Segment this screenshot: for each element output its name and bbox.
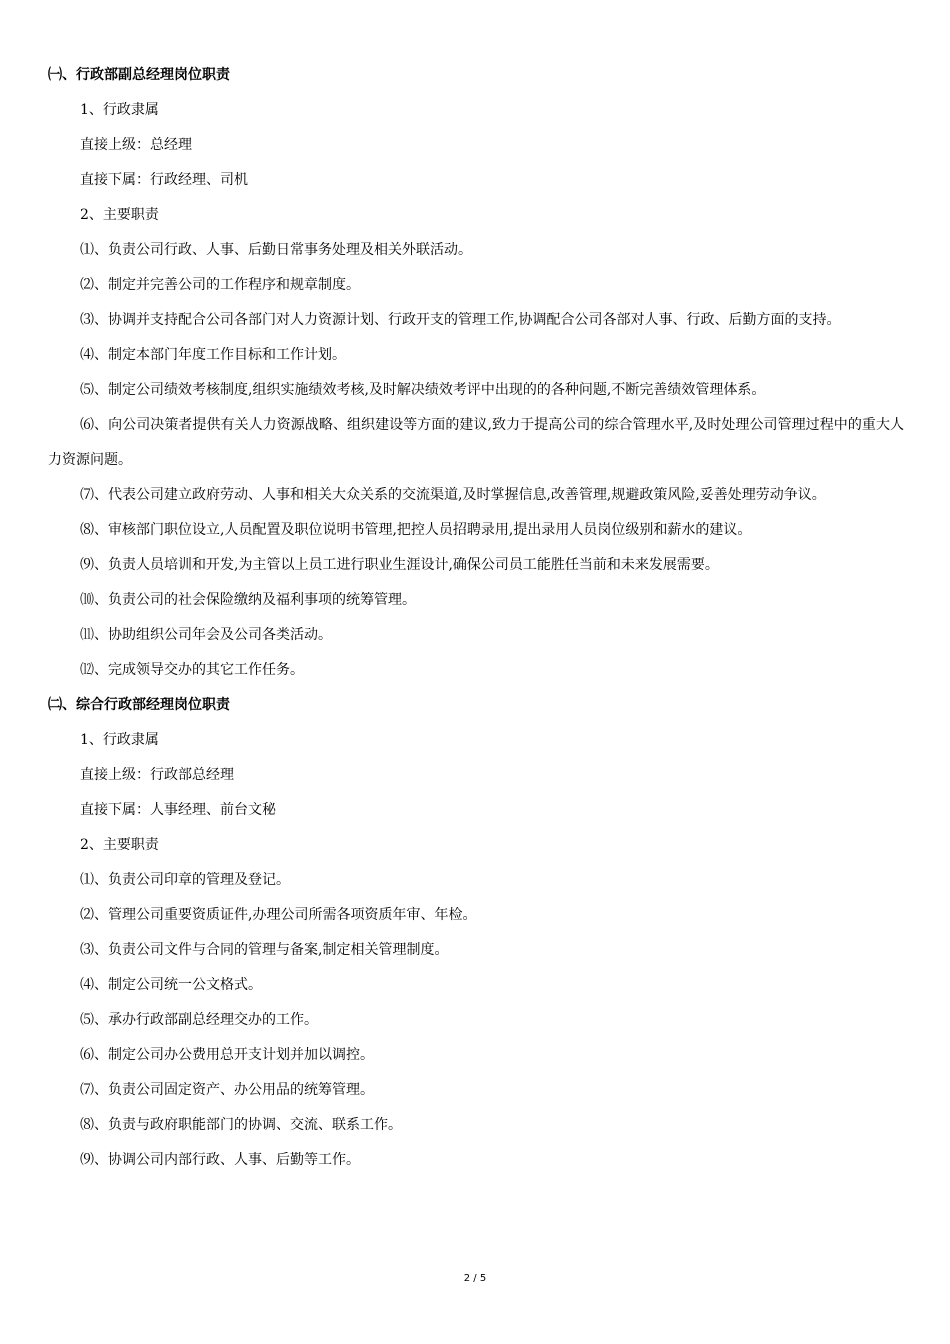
list-item: ⑼、负责人员培训和开发,为主管以上员工进行职业生涯设计,确保公司员工能胜任当前和未来发展需要。 — [80, 557, 719, 573]
list-item: ⑾、协助组织公司年会及公司各类活动。 — [80, 627, 332, 643]
paragraph: 直接下属：行政经理、司机 — [80, 172, 248, 188]
list-item: ⑷、制定本部门年度工作目标和工作计划。 — [80, 347, 346, 363]
list-item: ⑶、协调并支持配合公司各部门对人力资源计划、行政开支的管理工作,协调配合公司各部对人事、行政、后勤方面的支持。 — [80, 312, 841, 328]
list-item: ⑹、向公司决策者提供有关人力资源战略、组织建设等方面的建议,致力于提高公司的综合管理水平,及时处理公司管理过程中的重大人力资源问题。 — [48, 417, 904, 468]
list-item: ⑴、负责公司行政、人事、后勤日常事务处理及相关外联活动。 — [80, 242, 472, 258]
section-heading: ㈠、行政部副总经理岗位职责 — [48, 67, 230, 83]
paragraph: 2、主要职责 — [80, 837, 159, 853]
list-item: ⑵、制定并完善公司的工作程序和规章制度。 — [80, 277, 360, 293]
paragraph: 直接上级：总经理 — [80, 137, 192, 153]
list-item: ⑽、负责公司的社会保险缴纳及福利事项的统筹管理。 — [80, 592, 416, 608]
list-item: ⑸、承办行政部副总经理交办的工作。 — [80, 1012, 318, 1028]
document-body — [48, 58, 904, 1178]
list-item: ⑶、负责公司文件与合同的管理与备案,制定相关管理制度。 — [80, 942, 449, 958]
paragraph: 1、行政隶属 — [80, 732, 159, 748]
paragraph: 2、主要职责 — [80, 207, 159, 223]
list-item: ⑸、制定公司绩效考核制度,组织实施绩效考核,及时解决绩效考评中出现的的各种问题,不断完善绩效管理体系。 — [80, 382, 766, 398]
paragraph: 1、行政隶属 — [80, 102, 159, 118]
list-item: ⑻、审核部门职位设立,人员配置及职位说明书管理,把控人员招聘录用,提出录用人员岗位级别和薪水的建议。 — [80, 522, 752, 538]
section-heading: ㈡、综合行政部经理岗位职责 — [48, 697, 230, 713]
list-item: ⑹、制定公司办公费用总开支计划并加以调控。 — [80, 1047, 374, 1063]
list-item: ⑴、负责公司印章的管理及登记。 — [80, 872, 290, 888]
paragraph: 直接上级：行政部总经理 — [80, 767, 234, 783]
list-item: ⑵、管理公司重要资质证件,办理公司所需各项资质年审、年检。 — [80, 907, 477, 923]
list-item: ⑻、负责与政府职能部门的协调、交流、联系工作。 — [80, 1117, 402, 1133]
list-item: ⑺、代表公司建立政府劳动、人事和相关大众关系的交流渠道,及时掌握信息,改善管理,规避政策风险,妥善处理劳动争议。 — [80, 487, 826, 503]
list-item: ⑷、制定公司统一公文格式。 — [80, 977, 262, 993]
list-item: ⑺、负责公司固定资产、办公用品的统筹管理。 — [80, 1082, 374, 1098]
page-number: 2 / 5 — [463, 1273, 487, 1284]
list-item: ⑿、完成领导交办的其它工作任务。 — [80, 662, 304, 678]
paragraph: 直接下属：人事经理、前台文秘 — [80, 802, 276, 818]
list-item: ⑼、协调公司内部行政、人事、后勤等工作。 — [80, 1152, 360, 1168]
